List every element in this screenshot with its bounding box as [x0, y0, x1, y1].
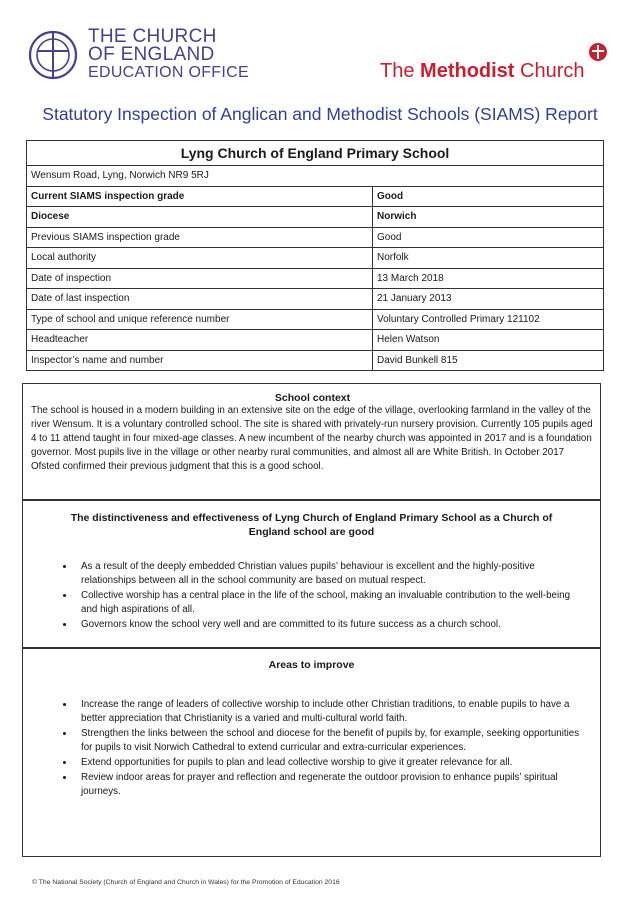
- info-row: [27, 268, 604, 289]
- school-address: Wensum Road, Lyng, Norwich NR9 5RJ: [27, 166, 604, 187]
- school-info-table: [26, 140, 604, 371]
- areas-heading: Areas to improve: [268, 659, 355, 671]
- info-label: Current SIAMS inspection grade: [27, 186, 373, 207]
- methodist-cross-flame-icon: [588, 42, 608, 62]
- context-heading: School context: [274, 392, 351, 404]
- info-row: [27, 248, 604, 269]
- info-label: Local authority: [27, 248, 373, 269]
- info-value: David Bunkell 815: [373, 350, 604, 371]
- info-row: [27, 309, 604, 330]
- cross-in-circle-icon: [28, 30, 78, 80]
- bullet-item: • Collective worship has a central place in the life of the school, making an invaluable contribution to the well-being and high aspirations of all.: [75, 588, 590, 617]
- distinctiveness-section: [22, 500, 601, 648]
- info-value: 13 March 2018: [373, 268, 604, 289]
- info-label: Date of inspection: [27, 268, 373, 289]
- info-value: Helen Watson: [373, 330, 604, 351]
- info-row: [27, 227, 604, 248]
- coe-line-2: OF ENGLAND: [88, 44, 215, 65]
- info-label: Type of school and unique reference number: [27, 309, 373, 330]
- school-name-row: [27, 141, 604, 166]
- context-text: The school is housed in a modern building in an extensive site on the edge of the village, overlooking farmland in the valley of the river Wensum. It is a voluntary controlled school. The site is shared with privately-run nursery provision. Currently 105 pupils aged 4 to 11 attend taught in four mixed-age classes. A new incumbent of the nearby church was appointed in 2017 and is a foundation governor. Most pupils live in the village or other nearby rural communities, and almost all are White British. In October 2017 Ofsted confirmed their previous judgment that this is a good school.: [31, 405, 593, 472]
- info-label: Date of last inspection: [27, 289, 373, 310]
- info-label: Previous SIAMS inspection grade: [27, 227, 373, 248]
- coe-line-3: EDUCATION OFFICE: [88, 64, 249, 81]
- methodist-bold: Methodist: [420, 60, 515, 82]
- page-header: [0, 0, 640, 100]
- info-label: Diocese: [27, 207, 373, 228]
- school-name: Lyng Church of England Primary School: [27, 141, 604, 166]
- areas-to-improve-section: [22, 648, 601, 857]
- bullet-item: • Governors know the school very well and are committed to its future success as a church school.: [75, 617, 590, 632]
- distinctiveness-heading: The distinctiveness and effectiveness of Lyng Church of England Primary School as a Church of England school are good: [70, 512, 553, 538]
- bullet-item: • Review indoor areas for prayer and reflection and regenerate the outdoor provision to enhance pupils’ spiritual journeys.: [75, 770, 590, 799]
- info-value: Norwich: [373, 207, 604, 228]
- info-label: Headteacher: [27, 330, 373, 351]
- info-value: Voluntary Controlled Primary 121102: [373, 309, 604, 330]
- address-row: [27, 166, 604, 187]
- coe-line-1: THE CHURCH: [88, 26, 217, 47]
- methodist-suffix: Church: [514, 60, 585, 82]
- report-title: Statutory Inspection of Anglican and Methodist Schools (SIAMS) Report: [42, 104, 598, 124]
- info-row: [27, 186, 604, 207]
- info-value: 21 January 2013: [373, 289, 604, 310]
- distinctiveness-list: [33, 559, 590, 632]
- info-row: [27, 330, 604, 351]
- info-value: Good: [373, 186, 604, 207]
- bullet-item: • Extend opportunities for pupils to plan and lead collective worship to give it greater relevance for all.: [75, 755, 590, 770]
- info-row: [27, 289, 604, 310]
- bullet-item: • As a result of the deeply embedded Christian values pupils’ behaviour is excellent and the highly-positive relationships between all in the school community are based on mutual respect.: [75, 559, 590, 588]
- areas-list: [33, 697, 590, 799]
- info-row: [27, 350, 604, 371]
- info-value: Good: [373, 227, 604, 248]
- bullet-item: • Increase the range of leaders of collective worship to include other Christian traditions, to enable pupils to have a better appreciation that Christianity is a varied and multi-cultural world faith.: [75, 697, 590, 726]
- methodist-logo-text: [380, 60, 585, 83]
- bullet-item: • Strengthen the links between the school and diocese for the benefit of pupils by, for example, seeking opportunities for pupils to visit Norwich Cathedral to extend curricular and extra-curricular experiences.: [75, 726, 590, 755]
- info-label: Inspector’s name and number: [27, 350, 373, 371]
- school-context-section: [22, 383, 601, 500]
- info-value: Norfolk: [373, 248, 604, 269]
- methodist-prefix: The: [380, 60, 421, 82]
- coe-logo-text: [88, 28, 249, 82]
- copyright-footer: © The National Society (Church of England and Church in Wales) for the Promotion of Education 2016: [32, 879, 340, 886]
- info-row: [27, 207, 604, 228]
